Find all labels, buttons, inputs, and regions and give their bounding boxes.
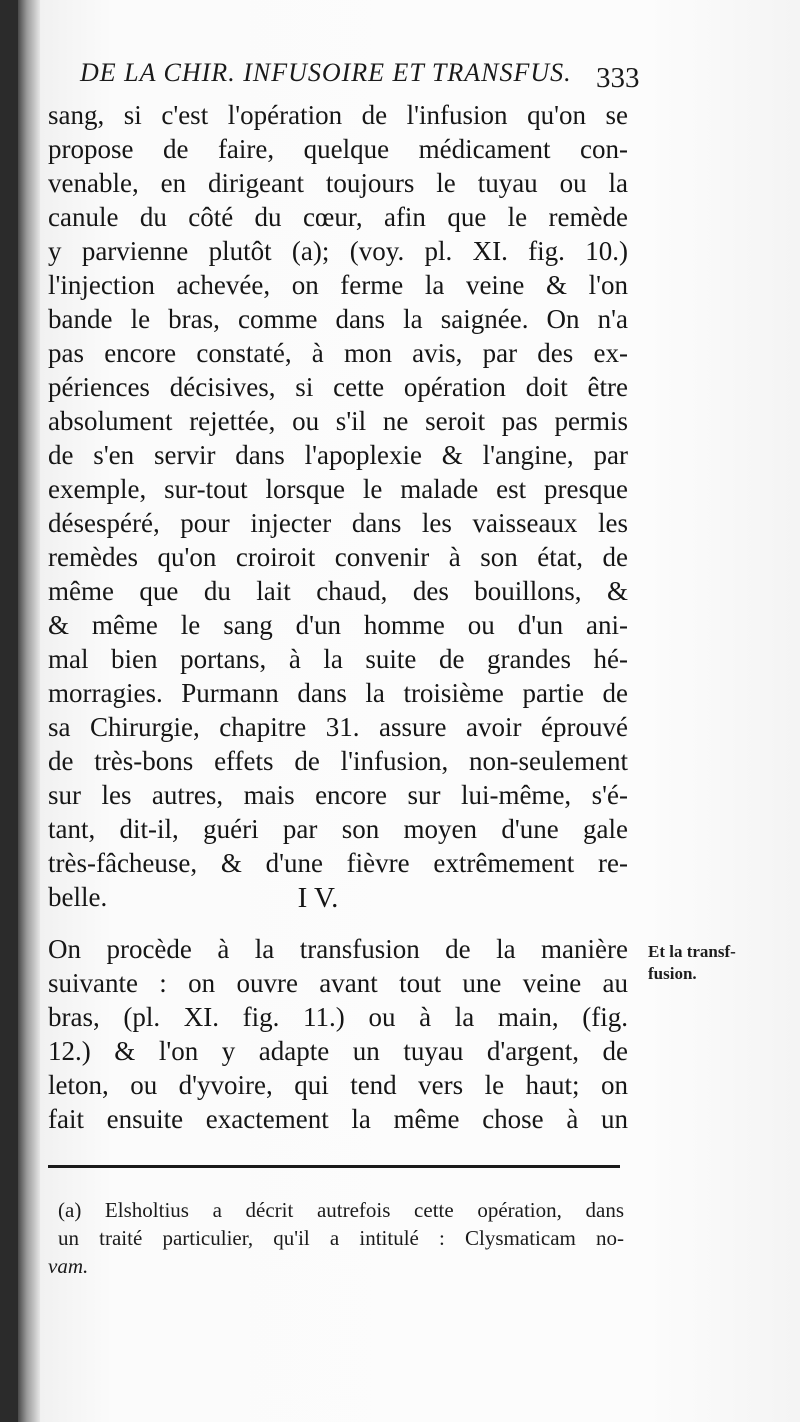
running-head: DE LA CHIR. INFUSOIRE ET TRANSFUS.	[80, 58, 572, 87]
section-line: fait ensuite exactement la même chose à un	[48, 1104, 628, 1134]
body-line: venable, en dirigeant toujours le tuyau ou la	[48, 168, 628, 198]
page-gutter-shadow	[18, 0, 40, 1422]
body-line: remèdes qu'on croiroit convenir à son état, de	[48, 542, 628, 572]
body-line: morragies. Purmann dans la troisième partie de	[48, 678, 628, 708]
section-line: On procède à la transfusion de la manière	[48, 934, 628, 964]
body-line: canule du côté du cœur, afin que le remède	[48, 202, 628, 232]
body-line: périences décisives, si cette opération doit être	[48, 372, 628, 402]
section-line: 12.) & l'on y adapte un tuyau d'argent, de	[48, 1036, 628, 1066]
section-heading: I V.	[297, 882, 339, 914]
body-line: & même le sang d'un homme ou d'un ani-	[48, 610, 628, 640]
footnote-line: un traité particulier, qu'il a intitulé : Clysmaticam no-	[58, 1226, 624, 1250]
section-line: suivante : on ouvre avant tout une veine au	[48, 968, 628, 998]
body-line: de s'en servir dans l'apoplexie & l'angine, par	[48, 440, 628, 470]
section-line: leton, ou d'yvoire, qui tend vers le haut; on	[48, 1070, 628, 1100]
body-line: sang, si c'est l'opération de l'infusion qu'on se	[48, 100, 628, 130]
footnote-rule	[48, 1165, 620, 1168]
body-line: propose de faire, quelque médicament con-	[48, 134, 628, 164]
body-line: de très-bons effets de l'infusion, non-seulement	[48, 746, 628, 776]
margin-note-line: fusion.	[648, 964, 697, 983]
body-line: l'injection achevée, on ferme la veine & l'on	[48, 270, 628, 300]
body-line: exemple, sur-tout lorsque le malade est presque	[48, 474, 628, 504]
body-line: désespéré, pour injecter dans les vaisseaux les	[48, 508, 628, 538]
footnote-line: vam.	[48, 1254, 89, 1278]
body-line: bande le bras, comme dans la saignée. On n'a	[48, 304, 628, 334]
body-line: sa Chirurgie, chapitre 31. assure avoir éprouvé	[48, 712, 628, 742]
body-line: mal bien portans, à la suite de grandes hé-	[48, 644, 628, 674]
section-line: bras, (pl. XI. fig. 11.) ou à la main, (fig.	[48, 1002, 628, 1032]
body-line: même que du lait chaud, des bouillons, &	[48, 576, 628, 606]
body-line: tant, dit-il, guéri par son moyen d'une gale	[48, 814, 628, 844]
body-line: absolument rejettée, ou s'il ne seroit pas permis	[48, 406, 628, 436]
body-line: très-fâcheuse, & d'une fièvre extrêmement re-	[48, 848, 628, 878]
page-number: 333	[596, 62, 640, 94]
body-line: sur les autres, mais encore sur lui-même, s'é-	[48, 780, 628, 810]
body-line: pas encore constaté, à mon avis, par des ex-	[48, 338, 628, 368]
footnote-line: (a) Elsholtius a décrit autrefois cette opération, dans	[58, 1198, 624, 1222]
margin-note-line: Et la transf-	[648, 942, 736, 961]
body-line: y parvienne plutôt (a); (voy. pl. XI. fig. 10.)	[48, 236, 628, 266]
body-line: belle.	[48, 882, 108, 912]
book-page	[18, 0, 800, 1422]
